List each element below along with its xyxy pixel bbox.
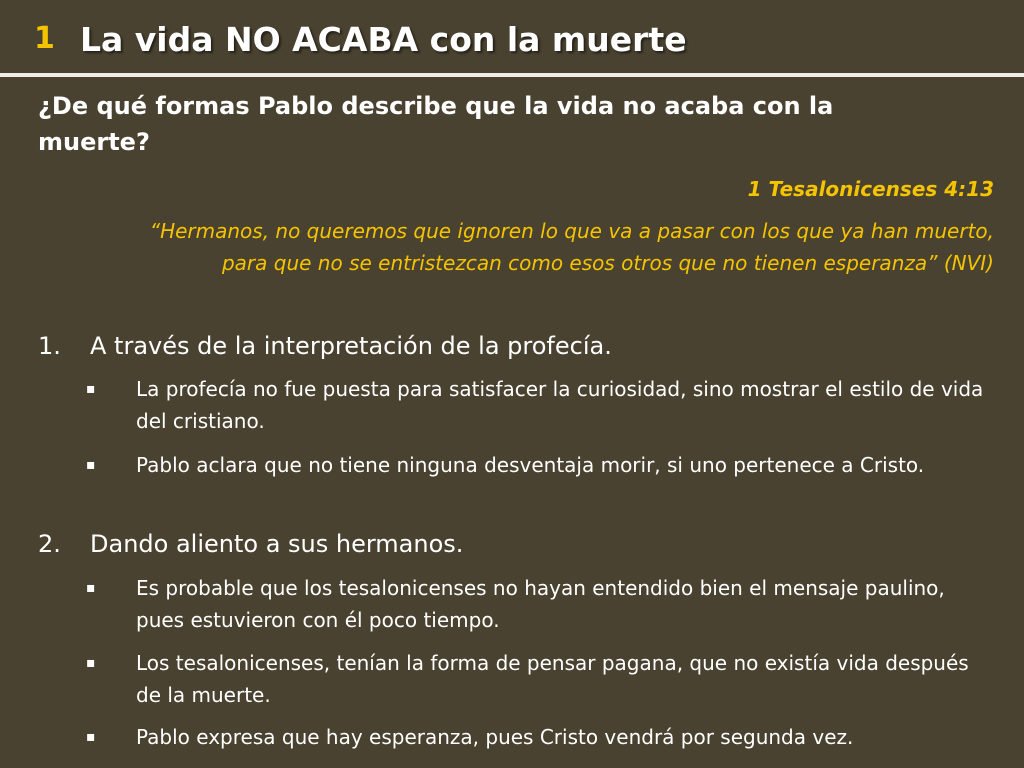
title-divider	[0, 73, 1024, 77]
slide-title: La vida NO ACABA con la muerte	[80, 20, 687, 59]
bullet-text: Los tesalonicenses, tenían la forma de pensar pagana, que no existía vida después de la muerte.	[136, 651, 969, 707]
point-heading: A través de la interpretación de la profecía.	[90, 332, 612, 360]
bullet-icon: ▪	[86, 457, 96, 473]
scripture-quote: “Hermanos, no queremos que ignoren lo que va a pasar con los que ya han muerto, para que no se entristezcan como esos otros que no tienen esperanza” (NVI)	[149, 219, 994, 275]
bullet-text: Pablo aclara que no tiene ninguna desventaja morir, si uno pertenece a Cristo.	[136, 453, 925, 477]
bullet-text: Pablo expresa que hay esperanza, pues Cristo vendrá por segunda vez.	[136, 725, 854, 749]
bullet-item	[86, 572, 996, 636]
slide-number: 1	[34, 21, 55, 56]
bullet-item	[86, 647, 996, 711]
point-heading: Dando aliento a sus hermanos.	[90, 530, 464, 558]
bullet-text: La profecía no fue puesta para satisfacer la curiosidad, sino mostrar el estilo de vida del cristiano.	[136, 377, 984, 433]
bullet-icon: ▪	[86, 729, 96, 745]
point-number: 2.	[38, 530, 61, 558]
bullet-icon: ▪	[86, 381, 96, 397]
point-2	[38, 529, 463, 559]
bullet-item	[86, 449, 996, 481]
bullet-item	[86, 373, 996, 437]
question-text: ¿De qué formas Pablo describe que la vida no acaba con la muerte?	[38, 92, 834, 156]
bullet-icon: ▪	[86, 655, 96, 671]
scripture-reference: 1 Tesalonicenses 4:13	[747, 177, 994, 201]
bullet-item	[86, 721, 996, 753]
point-number: 1.	[38, 332, 61, 360]
bullet-text: Es probable que los tesalonicenses no hayan entendido bien el mensaje paulino, pues estuvieron con él poco tiempo.	[136, 576, 945, 632]
bullet-icon: ▪	[86, 580, 96, 596]
point-1	[38, 331, 612, 361]
